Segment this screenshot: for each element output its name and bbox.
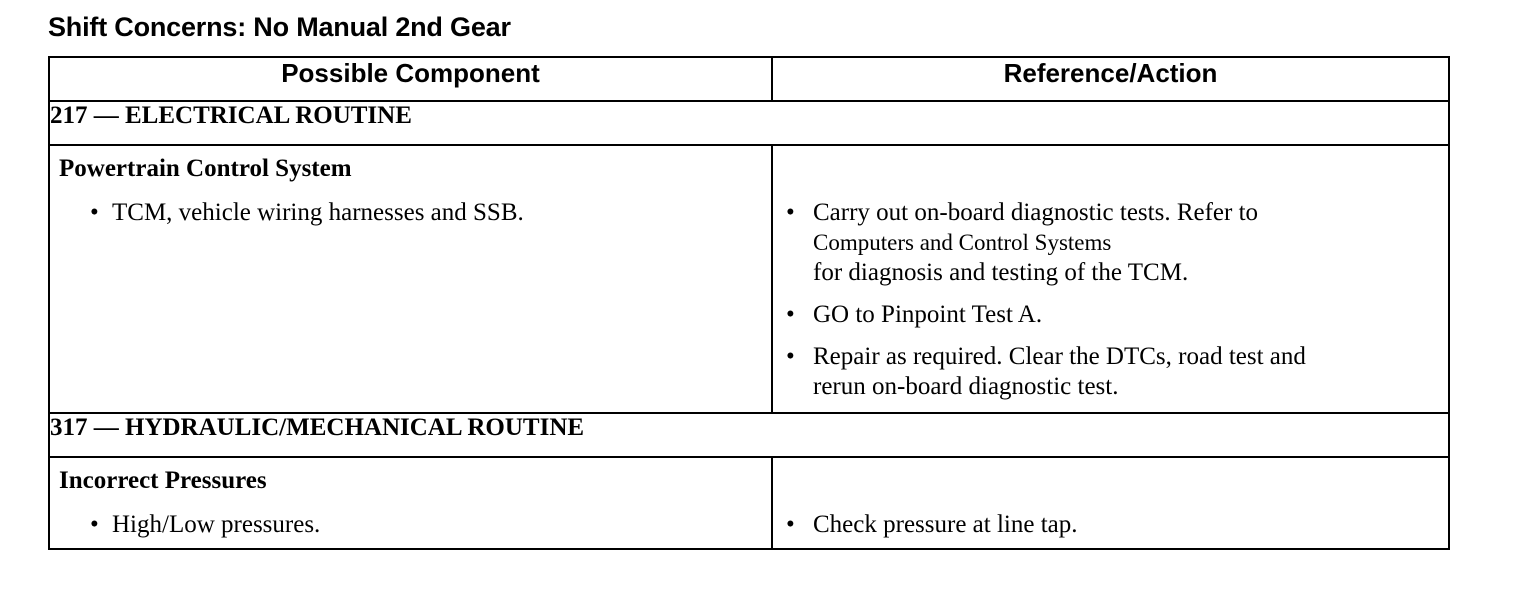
component-title: Powertrain Control System [59, 155, 352, 182]
diagnostic-table [48, 56, 1450, 550]
action-item: • Carry out on-board diagnostic tests. Refer to Computers and Control Systems for diagnosis and testing of the TCM. [773, 198, 1448, 288]
bullet-dot-icon: • [90, 511, 99, 538]
column-header-component: Possible Component [49, 57, 772, 101]
action-item: • Check pressure at line tap. [786, 511, 1078, 538]
bullet-dot-icon: • [786, 301, 795, 328]
component-title: Incorrect Pressures [59, 467, 267, 494]
component-cell [49, 145, 772, 413]
bullet-dot-icon: • [786, 511, 795, 538]
section-row [49, 413, 1449, 457]
reference-link-text: Computers and Control Systems [813, 230, 1112, 255]
column-header-action: Reference/Action [772, 57, 1449, 101]
component-cell [49, 457, 772, 549]
section-heading-hydraulic: 317 — HYDRAULIC/MECHANICAL ROUTINE [49, 413, 1449, 457]
bullet-dot-icon: • [786, 343, 795, 370]
section-heading-electrical: 217 — ELECTRICAL ROUTINE [49, 101, 1449, 145]
bullet-dot-icon: • [90, 199, 99, 226]
component-bullet: • High/Low pressures. [50, 510, 771, 548]
page-title: Shift Concerns: No Manual 2nd Gear [48, 12, 511, 42]
action-cell [772, 457, 1449, 549]
table-header-row [49, 57, 1449, 101]
action-cell [772, 145, 1449, 413]
bullet-dot-icon: • [786, 199, 795, 226]
action-item: • Repair as required. Clear the DTCs, road test and rerun on-board diagnostic test. [786, 343, 1306, 400]
section-row [49, 101, 1449, 145]
component-bullet: • TCM, vehicle wiring harnesses and SSB. [50, 198, 771, 228]
table-row [49, 457, 1449, 549]
table-row [49, 145, 1449, 413]
action-item: • GO to Pinpoint Test A. [786, 301, 1043, 328]
